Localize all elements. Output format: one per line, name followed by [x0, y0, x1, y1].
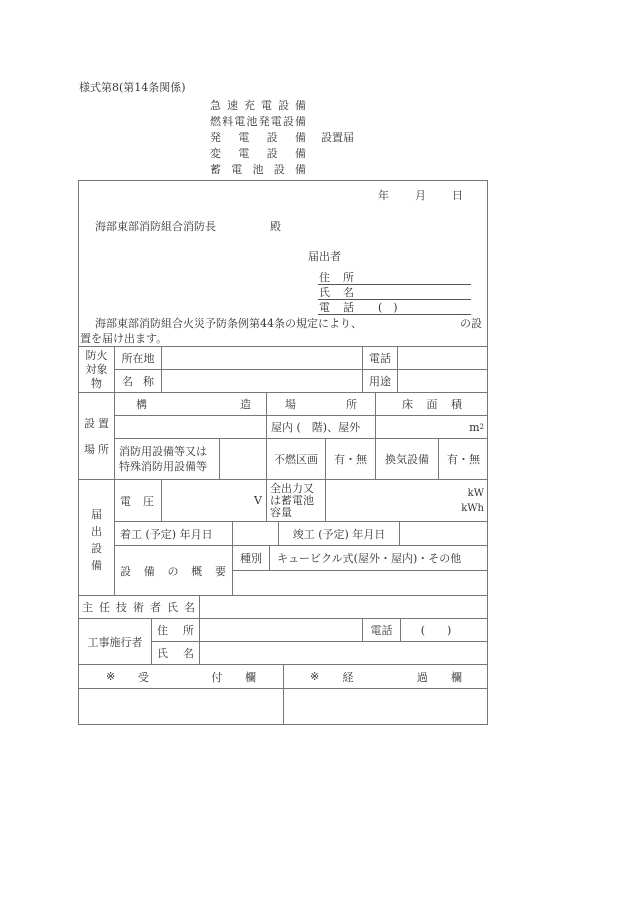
label-part: 欄	[450, 670, 462, 684]
name-field[interactable]	[162, 370, 362, 392]
label-part: 氏	[167, 601, 178, 614]
label-part: 称	[143, 375, 154, 388]
label-part: 場	[285, 398, 296, 411]
label-part: 受	[137, 670, 149, 684]
label-part: 任	[99, 601, 110, 614]
label-part: 消防用設備等又は	[119, 445, 207, 458]
contractor-phone-field[interactable]: ( )	[420, 624, 452, 637]
label-part: 造	[240, 398, 251, 411]
label-part: の	[167, 564, 179, 578]
label-part: 名	[184, 601, 195, 614]
label-part: 面	[426, 398, 438, 411]
label-part: 所	[183, 624, 194, 637]
applicant-name-label-1: 氏	[319, 286, 330, 299]
label-part: 経	[342, 670, 354, 684]
indoor-outdoor[interactable]: 屋内 ( 階)、屋外	[271, 421, 361, 434]
title-line-generator	[210, 130, 354, 146]
structure-field[interactable]	[115, 416, 266, 438]
floor-area-field[interactable]	[376, 416, 484, 438]
place-header	[285, 393, 357, 415]
label-part: ※	[310, 670, 320, 683]
title-line-quick-charger	[210, 98, 306, 114]
title-line-battery	[210, 162, 306, 178]
date-month: 月	[415, 189, 426, 202]
divider	[114, 346, 115, 595]
overview-field[interactable]	[233, 571, 487, 595]
label-part: 出	[91, 525, 102, 538]
title-line-fuel-cell	[210, 114, 306, 130]
date-year: 年	[378, 189, 389, 202]
chief-engineer-label	[82, 596, 195, 618]
label-part: 付	[211, 670, 223, 684]
applicant-phone-paren: ( )	[378, 301, 398, 314]
label-part: 氏	[157, 647, 168, 660]
location-field[interactable]	[162, 347, 362, 369]
sqm-sup: 2	[479, 423, 484, 431]
label-part: 設	[120, 564, 131, 578]
start-date-label: 着工 (予定) 年月日	[120, 527, 213, 541]
applicant-name-label-2: 名	[343, 286, 354, 299]
applicant-phone-field[interactable]	[318, 314, 471, 315]
label-part: 防火	[85, 348, 108, 362]
output-label	[270, 481, 325, 521]
addressee: 海部東部消防組合消防長	[95, 220, 216, 233]
applicant-address-field[interactable]	[318, 284, 471, 285]
label-part: 届	[91, 508, 102, 521]
sqm-unit: m	[469, 420, 480, 434]
applicant-phone-label-2: 話	[343, 301, 354, 314]
label-part: 積	[451, 398, 462, 411]
progress-field[interactable]	[284, 689, 487, 724]
honorific: 殿	[270, 220, 281, 233]
label-part: 備	[91, 559, 102, 572]
label-part: 要	[215, 564, 226, 578]
noncombustible-yes-no[interactable]: 有・無	[334, 453, 367, 466]
start-date-field[interactable]	[233, 522, 278, 545]
divider	[266, 479, 267, 521]
body-line-1: 海部東部消防組合火災予防条例第44条の規定により、	[95, 317, 362, 330]
end-date-field[interactable]	[400, 522, 487, 545]
title-suffix: 設置届	[321, 131, 354, 144]
label-part: 概	[191, 564, 203, 578]
label-part: 所	[346, 398, 357, 411]
overview-label	[120, 546, 226, 595]
title-line-transformer	[210, 146, 306, 162]
label-part: 技	[116, 601, 127, 614]
unit-kwh: kWh	[461, 502, 484, 514]
chief-engineer-field[interactable]	[200, 596, 487, 618]
label-part: 対象	[85, 362, 108, 376]
title-text: 燃料電池発電設備	[210, 115, 306, 128]
fire-object-phone-label: 電話	[369, 352, 391, 365]
label-part: は蓄電池	[270, 494, 314, 507]
fire-equipment-field[interactable]	[220, 439, 266, 479]
end-date-label: 竣工 (予定) 年月日	[292, 527, 386, 541]
title-text: 発 電 設 備	[210, 131, 306, 144]
title-text: 急 速 充 電 設 備	[210, 99, 306, 112]
body-line-1-end: の設	[460, 317, 482, 330]
unit-kw: kW	[467, 487, 484, 499]
divider	[269, 545, 270, 570]
equipment-label	[79, 505, 114, 575]
voltage-unit: V	[254, 494, 262, 507]
label-part: 特殊消防用設備等	[119, 460, 207, 473]
applicant-label: 届出者	[308, 250, 341, 263]
installation-label-bottom: 場所	[84, 443, 112, 456]
label-part: 電	[120, 494, 131, 508]
structure-header	[136, 393, 251, 415]
contractor-name-field[interactable]	[200, 642, 487, 664]
label-part: 構	[136, 398, 147, 411]
fire-equipment-label	[119, 440, 219, 478]
document-title	[210, 98, 354, 178]
date-day: 日	[452, 189, 463, 202]
voltage-label	[120, 480, 154, 521]
label-part: 容量	[270, 506, 292, 519]
label-part: 床	[402, 398, 413, 411]
form-number: 様式第8(第14条関係)	[79, 81, 186, 94]
label-part: 欄	[245, 670, 256, 684]
label-part: 術	[133, 601, 144, 614]
label-part: 設	[91, 542, 102, 555]
fire-object-label	[79, 347, 114, 392]
applicant-name-field[interactable]	[318, 299, 471, 300]
title-text: 変 電 設 備	[210, 147, 306, 160]
applicant-address-label-2: 所	[343, 271, 354, 284]
progress-header	[310, 665, 462, 688]
label-part: 全出力又	[270, 482, 314, 495]
label-part: 名	[183, 647, 194, 660]
label-part: 住	[157, 624, 168, 637]
type-value[interactable]: キュービクル式(屋外・屋内)・その他	[277, 552, 462, 565]
label-part: 者	[150, 601, 161, 614]
label-part: 備	[143, 564, 155, 578]
voltage-field[interactable]	[162, 480, 262, 521]
use-label: 用途	[369, 375, 391, 388]
contractor-address-label	[157, 619, 194, 641]
name-label	[122, 370, 154, 392]
body-line-2: 置を届け出ます。	[80, 332, 168, 345]
label-part: 過	[416, 670, 428, 684]
applicant-address-label-1: 住	[319, 271, 330, 284]
reception-header	[106, 665, 256, 688]
contractor-label: 工事施行者	[87, 635, 143, 649]
type-label: 種別	[240, 552, 262, 565]
label-part: 主	[82, 601, 93, 614]
contractor-name-label	[157, 642, 194, 664]
use-field[interactable]	[398, 370, 487, 392]
output-field[interactable]	[326, 480, 484, 521]
label-part: 圧	[143, 494, 154, 508]
label-part: 物	[91, 376, 102, 390]
label-part: 名	[122, 375, 133, 388]
title-text: 蓄 電 池 設 備	[210, 163, 306, 176]
ventilation-yes-no[interactable]: 有・無	[447, 453, 480, 466]
contractor-phone-label: 電話	[370, 624, 393, 637]
fire-object-phone-field[interactable]	[398, 347, 487, 369]
ventilation-label: 換気設備	[385, 453, 429, 466]
divider	[151, 618, 152, 664]
noncombustible-label: 不燃区画	[274, 453, 318, 466]
contractor-address-field[interactable]	[200, 619, 362, 641]
floor-area-header	[402, 393, 462, 415]
installation-label-top: 設置	[84, 417, 112, 430]
applicant-phone-label-1: 電	[319, 301, 330, 314]
location-label: 所在地	[121, 352, 155, 365]
label-part: ※	[106, 670, 116, 683]
reception-field[interactable]	[79, 689, 283, 724]
